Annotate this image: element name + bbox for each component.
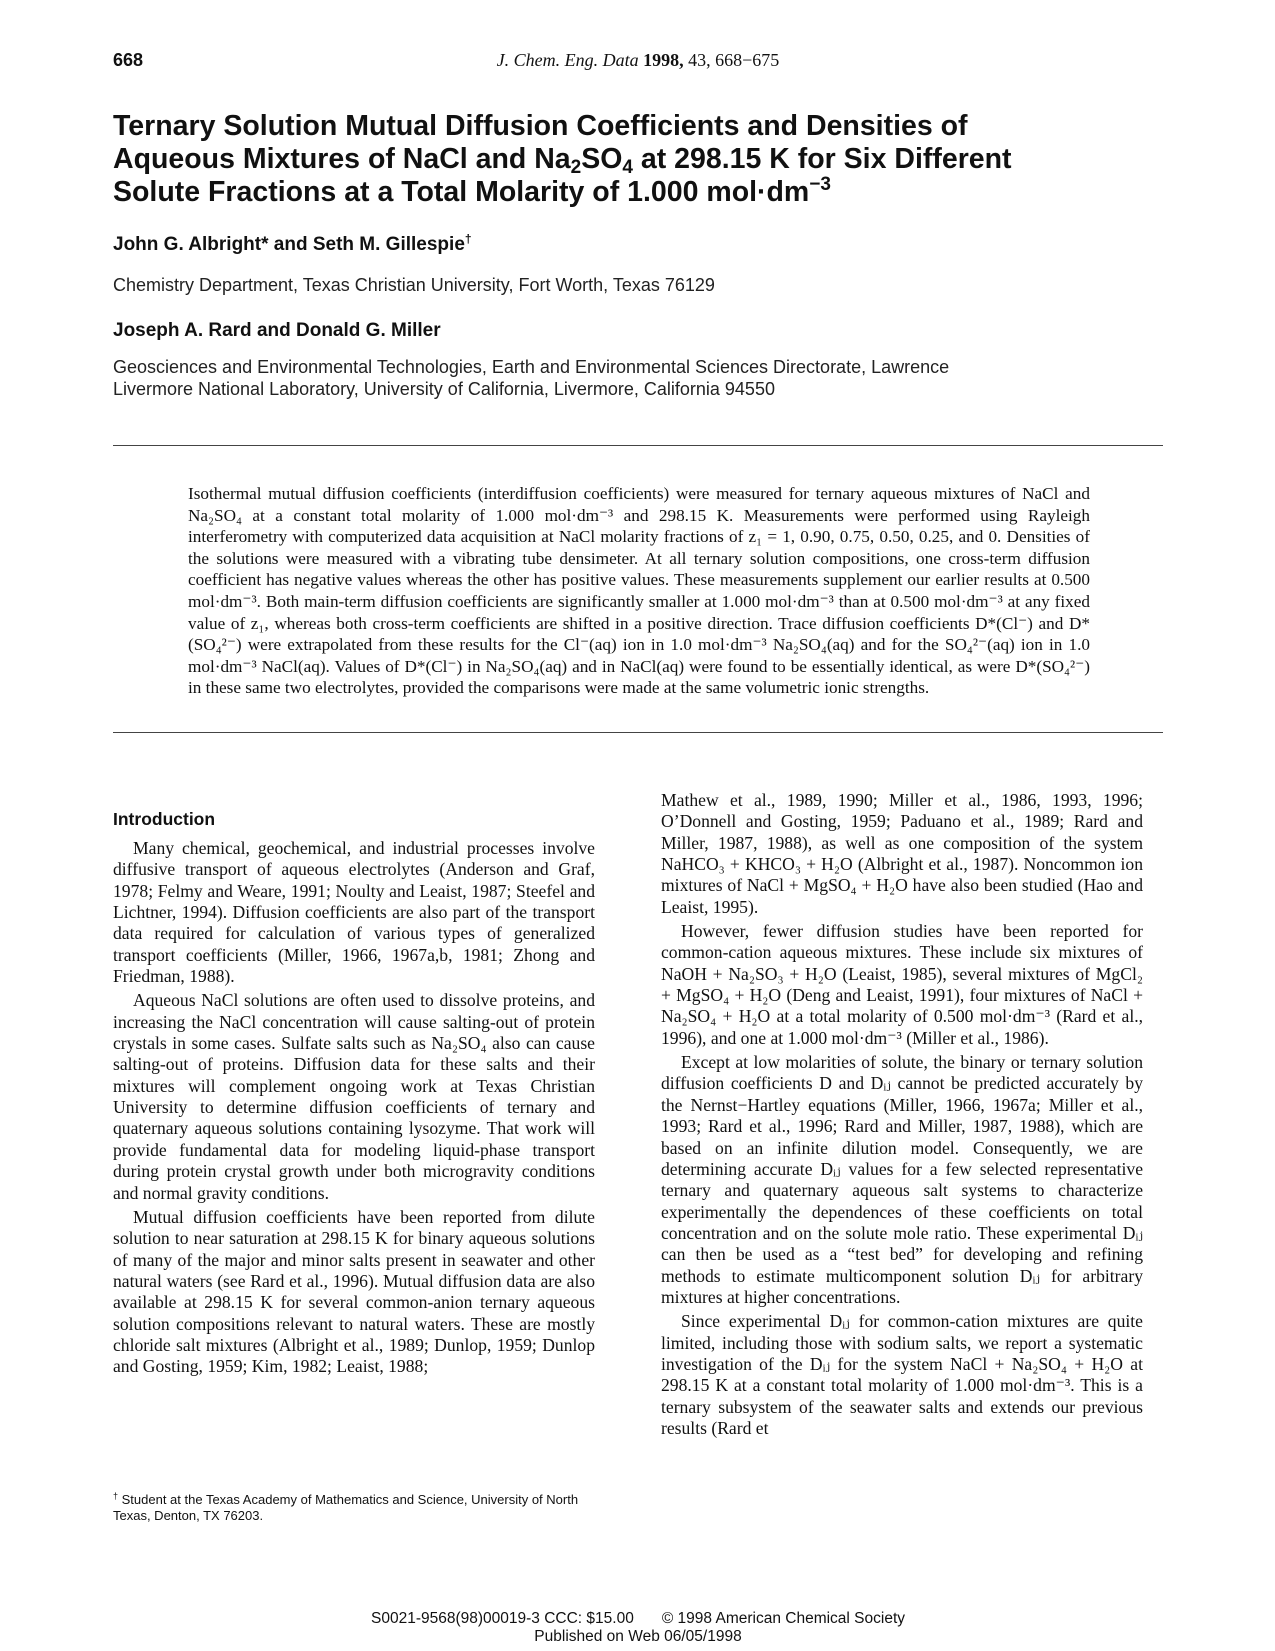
paragraph: However, fewer diffusion studies have been reported for common-cation aqueous mixtures. These include six mixtures of NaOH + Na₂SO₃ + H₂O (Leaist, 1985), several mixtures of MgCl₂ + MgSO₄ + H₂O (Deng and Leaist, 1991), four mixtures of NaCl + Na₂SO₄ + H₂O at a total molarity of 0.500 mol·dm⁻³ (Rard et al., 1996), and one at 1.000 mol·dm⁻³ (Miller et al., 1986). xyxy=(661,921,1143,1048)
running-head xyxy=(113,50,1163,74)
journal-year: 1998, xyxy=(643,50,684,70)
journal-volume-pages: 43, 668−675 xyxy=(688,50,780,70)
footnote xyxy=(113,1488,595,1524)
affiliation-2: Geosciences and Environmental Technologies, Earth and Environmental Sciences Directorate, Lawrence Livermore National Laboratory, University of California, Livermore, California 94550 xyxy=(113,357,950,399)
journal-name: J. Chem. Eng. Data xyxy=(496,50,639,70)
author-footnote-mark: † xyxy=(464,232,472,246)
footnote-mark: † xyxy=(113,1491,119,1501)
title-line-2b: SO xyxy=(581,143,623,175)
section-heading-introduction: Introduction xyxy=(113,809,216,829)
paragraph: Since experimental Dᵢⱼ for common-cation mixtures are quite limited, including those with sodium salts, we report a systematic investigation of the Dᵢⱼ for the system NaCl + Na₂SO₄ + H₂O at 298.15 K at a constant total molarity of 1.000 mol·dm⁻³. This is a ternary subsystem of the seawater salts and extends our previous results (Rard et xyxy=(661,1311,1143,1438)
article-title xyxy=(113,110,1163,209)
paragraph: Aqueous NaCl solutions are often used to dissolve proteins, and increasing the NaCl concentration will cause salting-out of protein crystals in some cases. Sulfate salts such as Na₂SO₄ also can cause salting-out of proteins. Diffusion data for these salts and their mixtures will complement ongoing work at Texas Christian University to determine diffusion coefficients of ternary and quaternary aqueous solutions containing lysozyme. That work will provide fundamental data for modeling liquid-phase transport during protein crystal growth under both microgravity conditions and normal gravity conditions. xyxy=(113,990,595,1203)
page-number: 668 xyxy=(113,50,144,70)
paragraph: Many chemical, geochemical, and industrial processes involve diffusive transport of aqueous electrolytes (Anderson and Graf, 1978; Felmy and Weare, 1991; Noulty and Leaist, 1987; Steefel and Lichtner, 1994). Diffusion coefficients are also part of the transport data required for calculation of various types of generalized transport coefficients (Miller, 1966, 1967a,b, 1981; Zhong and Friedman, 1988). xyxy=(113,838,595,987)
title-subscript-2: 4 xyxy=(622,157,633,178)
title-line-1: Ternary Solution Mutual Diffusion Coefficients and Densities of xyxy=(113,110,968,142)
paragraph: Mutual diffusion coefficients have been reported from dilute solution to near saturation at 298.15 K for binary aqueous solutions of many of the major and minor salts present in seawater and other natural waters (see Rard et al., 1996). Mutual diffusion data are also available at 298.15 K for several common-anion ternary aqueous solution compositions relevant to natural waters. These are mostly chloride salt mixtures (Albright et al., 1989; Dunlop, 1959; Dunlop and Gosting, 1959; Kim, 1982; Leaist, 1988; xyxy=(113,1206,595,1377)
left-column xyxy=(113,808,595,1381)
title-line-2c: at 298.15 K for Six Different xyxy=(633,143,1012,175)
copyright: © 1998 American Chemical Society xyxy=(661,1610,905,1627)
abstract: Isothermal mutual diffusion coefficients (interdiffusion coefficients) were measured for ternary aqueous mixtures of NaCl and Na₂SO₄ at a constant total molarity of 1.000 mol·dm⁻³ and 298.15 K. Measurements were performed using Rayleigh interferometry with computerized data acquisition at NaCl molarity fractions of z₁ = 1, 0.90, 0.75, 0.50, 0.25, and 0. Densities of the solutions were measured with a vibrating tube densimeter. At all ternary solution compositions, one cross-term diffusion coefficient has negative values whereas the other has positive values. These measurements supplement our earlier results at 0.500 mol·dm⁻³. Both main-term diffusion coefficients are significantly smaller at 1.000 mol·dm⁻³ than at 0.500 mol·dm⁻³ at any fixed value of z₁, whereas both cross-term coefficients are shifted in a positive direction. Trace diffusion coefficients D*(Cl⁻) and D*(SO₄²⁻) were extrapolated from these results for the Cl⁻(aq) ion in 1.0 mol·dm⁻³ Na₂SO₄(aq) and for the SO₄²⁻(aq) ion in 1.0 mol·dm⁻³ NaCl(aq). Values of D*(Cl⁻) in Na₂SO₄(aq) and in NaCl(aq) were found to be essentially identical, as were D*(SO₄²⁻) in these same two electrolytes, provided the comparisons were made at the same volumetric ionic strengths. xyxy=(188,484,1090,698)
abstract-top-rule xyxy=(113,445,1163,446)
published-date: Published on Web 06/05/1998 xyxy=(534,1628,742,1645)
author-names-2: Joseph A. Rard and Donald G. Miller xyxy=(113,320,441,341)
paragraph: Except at low molarities of solute, the binary or ternary solution diffusion coefficients D and Dᵢⱼ cannot be predicted accurately by the Nernst−Hartley equations (Miller, 1966, 1967a; Miller et al., 1993; Rard et al., 1996; Rard and Miller, 1987, 1988), which are based on an infinite dilution model. Consequently, we are determining accurate Dᵢⱼ values for a few selected representative ternary and quaternary aqueous salt systems to characterize experimentally the dependences of these coefficients on total concentration and on the solute mole ratio. These experimental Dᵢⱼ can then be used as a “test bed” for developing and refining methods to estimate multicomponent solution Dᵢⱼ for arbitrary mixtures at higher concentrations. xyxy=(661,1052,1143,1307)
title-subscript: 2 xyxy=(570,157,582,178)
footnote-text: Student at the Texas Academy of Mathematics and Science, University of North Texas, Denton, TX 76203. xyxy=(113,1492,579,1523)
title-line-3: Solute Fractions at a Total Molarity of 1.000 mol·dm xyxy=(113,176,810,208)
author-names-1: John G. Albright* and Seth M. Gillespie† xyxy=(113,232,472,255)
publication-code: S0021-9568(98)00019-3 CCC: $15.00 xyxy=(371,1610,634,1627)
title-superscript: −3 xyxy=(809,174,831,195)
title-line-2a: Aqueous Mixtures of NaCl and Na xyxy=(113,143,571,175)
right-column xyxy=(661,790,1143,1442)
affiliation-1: Chemistry Department, Texas Christian University, Fort Worth, Texas 76129 xyxy=(113,275,715,295)
journal-citation xyxy=(113,50,1163,71)
paragraph: Mathew et al., 1989, 1990; Miller et al., 1986, 1993, 1996; O’Donnell and Gosting, 1959; Paduano et al., 1989; Rard and Miller, 1987, 1988), as well as one composition of the system NaHCO₃ + KHCO₃ + H₂O (Albright et al., 1987). Noncommon ion mixtures of NaCl + MgSO₄ + H₂O have also been studied (Hao and Leaist, 1995). xyxy=(661,790,1143,917)
abstract-bottom-rule xyxy=(113,732,1163,733)
publication-footer xyxy=(113,1610,1163,1646)
